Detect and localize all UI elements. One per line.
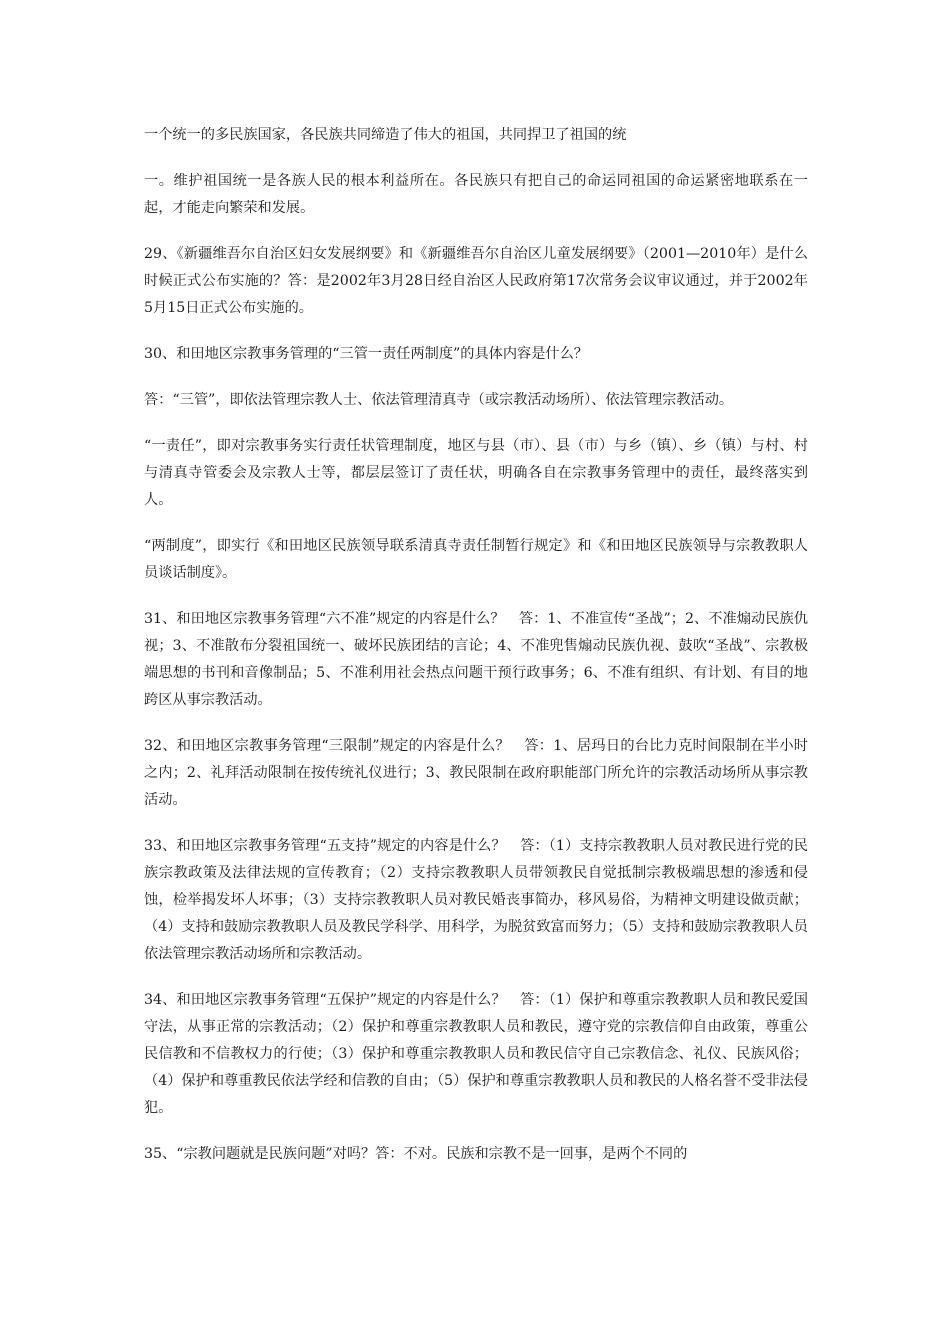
paragraph-q30-answer: 答：“三管”，即依法管理宗教人士、依法管理清真寺（或宗教活动场所）、依法管理宗教活动。 <box>144 392 734 408</box>
paragraph-q33: 33、和田地区宗教事务管理“五支持”规定的内容是什么？ 答：（1）支持宗教教职人员对教民进行党的民族宗教政策及法律法规的宣传教育；（2）支持宗教教职人员带领教民自觉抵制宗教极端思想的渗透和侵蚀，检举揭发坏人坏事；（3）支持宗教教职人员对教民婚丧事简办，移风易俗，为精神文明建设做贡献；（4）支持和鼓励宗教教职人员及教民学科学、用科学，为脱贫致富而努力；（5）支持和鼓励宗教教职人员依法管理宗教活动场所和宗教活动。 <box>144 838 808 962</box>
paragraph-q29: 29、《新疆维吾尔自治区妇女发展纲要》和《新疆维吾尔自治区儿童发展纲要》（2001—2010年）是什么时候正式公布实施的？答：是2002年3月28日经自治区人民政府第17次常务会议审议通过，并于2002年5月15日正式公布实施的。 <box>144 246 808 316</box>
document-page <box>144 122 808 1187</box>
paragraph-intro-2: 一。维护祖国统一是各族人民的根本利益所在。各民族只有把自己的命运同祖国的命运紧密地联系在一起，才能走向繁荣和发展。 <box>144 173 808 216</box>
paragraph-q34: 34、和田地区宗教事务管理“五保护”规定的内容是什么？ 答：（1）保护和尊重宗教教职人员和教民爱国守法，从事正常的宗教活动；（2）保护和尊重宗教教职人员和教民，遵守党的宗教信仰自由政策，尊重公民信教和不信教权力的行使；（3）保护和尊重宗教教职人员和教民信守自己宗教信念、礼仪、民族风俗；（4）保护和尊重教民依法学经和信教的自由；（5）保护和尊重宗教教职人员和教民的人格名誉不受非法侵犯。 <box>144 992 808 1116</box>
paragraph-q30-responsibility: “一责任”，即对宗教事务实行责任状管理制度，地区与县（市）、县（市）与乡（镇）、乡（镇）与村、村与清真寺管委会及宗教人士等，都层层签订了责任状，明确各自在宗教事务管理中的责任，最终落实到人。 <box>144 438 808 508</box>
paragraph-q35: 35、“宗教问题就是民族问题”对吗？答：不对。民族和宗教不是一回事，是两个不同的 <box>144 1146 688 1162</box>
paragraph-q30-two-systems: “两制度”，即实行《和田地区民族领导联系清真寺责任制暂行规定》和《和田地区民族领导与宗教教职人员谈话制度》。 <box>144 538 808 581</box>
paragraph-q30: 30、和田地区宗教事务管理的“三管一责任两制度”的具体内容是什么？ <box>144 346 588 362</box>
paragraph-q32: 32、和田地区宗教事务管理“三限制”规定的内容是什么？ 答：1、居玛日的台比力克时间限制在半小时之内；2、礼拜活动限制在按传统礼仪进行；3、教民限制在政府职能部门所允许的宗教活动场所从事宗教活动。 <box>144 738 808 808</box>
paragraph-q31: 31、和田地区宗教事务管理“六不准”规定的内容是什么？ 答：1、不准宣传“圣战”；2、不准煽动民族仇视；3、不准散布分裂祖国统一、破坏民族团结的言论；4、不准兜售煽动民族仇视、鼓吹“圣战”、宗教极端思想的书刊和音像制品；5、不准利用社会热点问题干预行政事务；6、不准有组织、有计划、有目的地跨区从事宗教活动。 <box>144 611 809 708</box>
paragraph-intro-1: 一个统一的多民族国家，各民族共同缔造了伟大的祖国，共同捍卫了祖国的统 <box>144 127 627 143</box>
